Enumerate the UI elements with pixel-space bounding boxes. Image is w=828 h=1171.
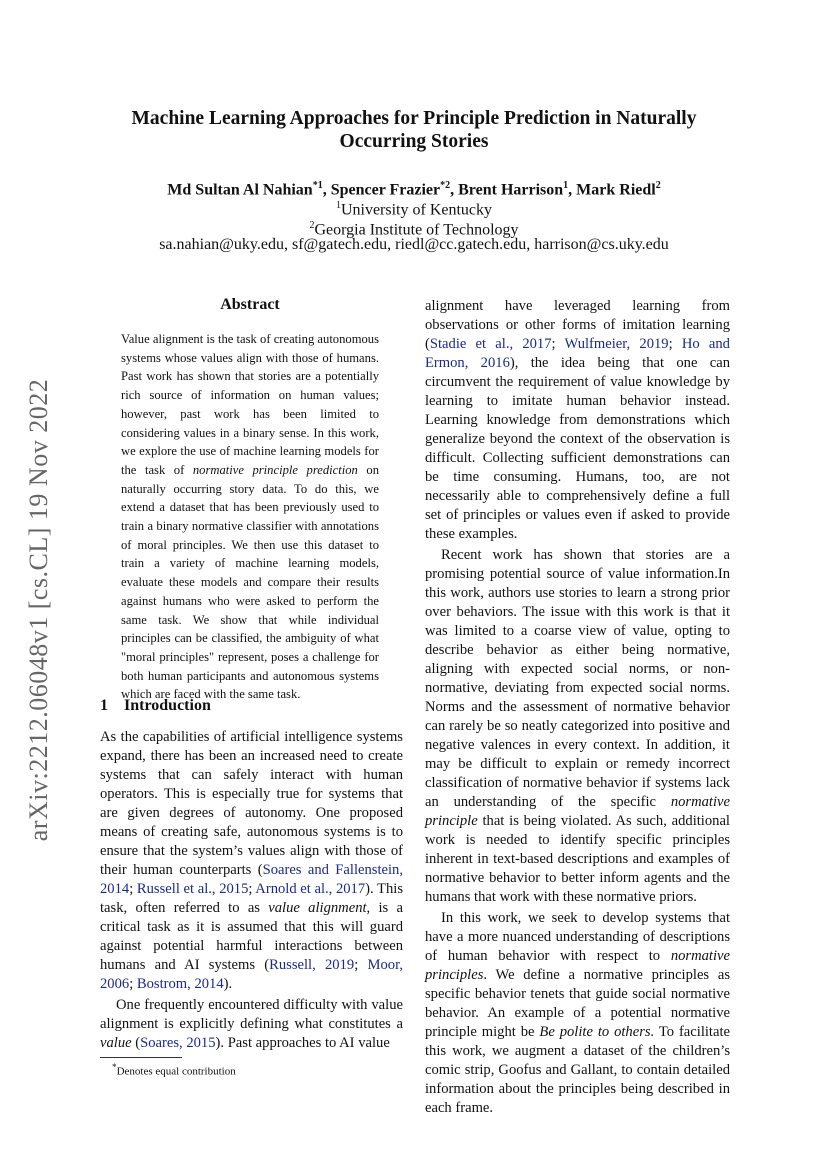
abstract-heading: Abstract: [220, 296, 280, 313]
arxiv-sidebar: [24, 360, 54, 860]
citation-link[interactable]: Russell, 2019: [269, 957, 355, 973]
title-line-2: Occurring Stories: [339, 131, 489, 152]
author-mark: *1: [312, 180, 323, 191]
right-column: [425, 297, 730, 1118]
affiliation-name: University of Kentucky: [340, 201, 493, 219]
citation-link[interactable]: Ho and Ermon, 2016: [425, 336, 730, 371]
emphasis: Be polite to others.: [539, 1024, 655, 1040]
abstract-emphasis: normative principle prediction: [192, 462, 358, 477]
citation-link[interactable]: Soares, 2015: [140, 1035, 216, 1051]
author: Brent Harrison: [458, 181, 564, 199]
author-separator: ,: [568, 181, 577, 199]
citation-link[interactable]: Stadie et al., 2017: [429, 336, 552, 352]
author-mark: 1: [563, 180, 569, 191]
section-heading-introduction: [100, 697, 211, 715]
affiliation-mark: 2: [309, 220, 315, 231]
citation-link[interactable]: Bostrom, 2014: [136, 976, 224, 992]
emphasis: normative principles: [425, 948, 730, 983]
author-mark: 2: [655, 180, 661, 191]
paragraph: As the capabilities of artificial intelligence systems expand, there has been an increased need to create systems that can safely interact with human operators. This is especially true for systems that are given degrees of autonomy. One proposed means of creating safe, autonomous systems is to ensure that the system’s values align with those of their human counterparts (Soares and Fallenstein, 2014; Russell et al., 2015; Arnold et al., 2017). This task, often referred to as value alignment, is a critical task as it is assumed that this will guard against potential harmful interactions between humans and AI systems (Russell, 2019; Moor, 2006; Bostrom, 2014).: [100, 729, 403, 992]
section-number: 1: [100, 697, 108, 714]
affiliation-name: Georgia Institute of Technology: [314, 221, 519, 239]
abstract-text: on naturally occurring story data. To do this, we extend a dataset that has been previously used to train a binary normative classifier with annotations of moral principles. We then use this dataset to train a variety of machine learning models, evaluate these models and compare their results against humans who were asked to perform the same task. We show that while individual principles can be classified, the ambiguity of what "moral principles" represent, poses a challenge for both human participants and autonomous systems which are faced with the same task.: [121, 462, 379, 702]
title-line-1: Machine Learning Approaches for Principle Prediction in Naturally: [131, 108, 697, 129]
paragraph: Recent work has shown that stories are a promising potential source of value information.In this work, authors use stories to learn a strong prior over behaviors. The issue with this work is that it was limited to a coarse view of value, opting to describe behavior as either being normative, aligning with expected social norms, or non-normative, deviating from expected social norms. Norms and the assessment of normative behavior can rarely be so neatly categorized into positive and negative valences in every context. In addition, it may be difficult to explain or remedy incorrect classification of normative behavior if systems lack an understanding of the specific normative principle that is being violated. As such, additional work is needed to identify specific principles inherent in text-based descriptions and examples of normative behavior to better inform agents and the humans that work with these normative priors.: [425, 547, 730, 905]
abstract-body: [121, 330, 379, 704]
author-emails: sa.nahian@uky.edu, sf@gatech.edu, riedl@cc.gatech.edu, harrison@cs.uky.edu: [159, 236, 669, 253]
author: Md Sultan Al Nahian: [167, 181, 313, 199]
abstract-text: Value alignment is the task of creating autonomous systems whose values align with those of humans. Past work has shown that stories are a potentially rich source of information on human values; however, past work has been limited to considering values in a binary sense. In this work, we explore the use of machine learning models for the task of: [121, 332, 379, 477]
citation-link[interactable]: Moor, 2006: [100, 957, 403, 992]
left-column: [100, 728, 403, 1053]
author: Spencer Frazier: [330, 181, 441, 199]
paragraph: One frequently encountered difficulty with value alignment is explicitly defining what constitutes a value (Soares, 2015). Past approaches to AI value: [100, 997, 403, 1051]
citation-link[interactable]: Russell et al., 2015: [136, 881, 249, 897]
author-separator: ,: [322, 181, 331, 199]
citation-link[interactable]: Arnold et al., 2017: [255, 881, 366, 897]
footnote: [112, 1062, 236, 1078]
footnote-text: Denotes equal contribution: [116, 1065, 236, 1078]
citation-link[interactable]: Wulfmeier, 2019: [564, 336, 669, 352]
emphasis: normative principle: [425, 794, 730, 829]
author-mark: *2: [440, 180, 451, 191]
emphasis: value: [100, 1035, 132, 1051]
affiliation-mark: 1: [335, 200, 341, 211]
paragraph: In this work, we seek to develop systems that have a more nuanced understanding of descriptions of human behavior with respect to normative principles. We define a normative principles as specific behavior tenets that guide social normative behavior. An example of a potential normative principle might be Be polite to others. To facilitate this work, we augment a dataset of the children’s comic strip, Goofus and Gallant, to contain detailed information about the principles being described in each frame.: [425, 910, 730, 1116]
footnote-rule: [100, 1057, 182, 1058]
author-separator: ,: [450, 181, 459, 199]
arxiv-id: arXiv:2212.06048v1 [cs.CL] 19 Nov 2022: [24, 378, 53, 842]
author: Mark Riedl: [576, 181, 656, 199]
section-title: Introduction: [124, 697, 211, 714]
paper-title: [100, 107, 728, 153]
emphasis: value alignment: [268, 900, 367, 916]
citation-link[interactable]: Soares and Fallenstein, 2014: [100, 862, 403, 897]
paragraph-continued: alignment have leveraged learning from observations or other forms of imitation learning (Stadie et al., 2017; Wulfmeier, 2019; Ho and Ermon, 2016), the idea being that one can circumvent the requirement of value knowledge by learning to imitate human behavior instead. Learning knowledge from demonstrations which generalize beyond the context of the observation is difficult. Collecting sufficient demonstrations can be time consuming. Humans, too, are not necessarily able to comprehensively define a full set of principles or values even if asked to provide these examples.: [425, 298, 730, 542]
footnote-mark: *: [112, 1062, 117, 1072]
